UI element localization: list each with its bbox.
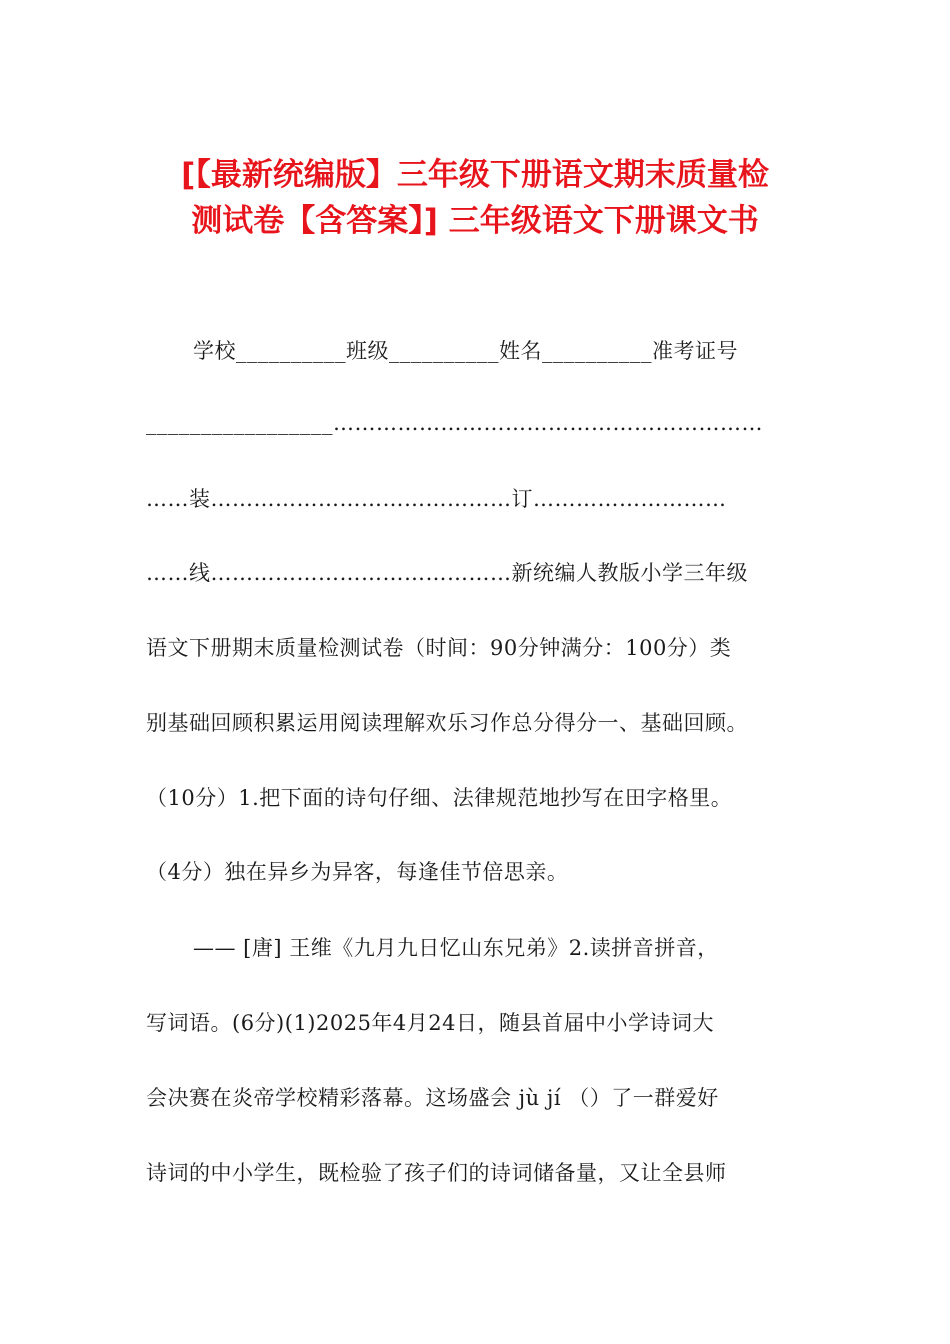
binding-mark-line: ……装……………………………………订……………………… (146, 487, 727, 511)
paragraph-line: 别基础回顾积累运用阅读理解欢乐习作总分得分一、基础回顾。 (146, 711, 748, 735)
paragraph-line: （4分）独在异乡为异客，每逢佳节倍思亲。 (146, 860, 569, 884)
document-title-line-2: 测试卷【含答案】] 三年级语文下册课文书 (191, 203, 759, 239)
paragraph-line: 语文下册期末质量检测试卷（时间：90分钟满分：100分）类 (146, 636, 732, 660)
paragraph-line: 写词语。(6分)(1)2025年4月24日，随县首届中小学诗词大 (146, 1011, 715, 1035)
binding-dotted-line: _________________…………………………………………………… (146, 411, 763, 435)
paragraph-line: —— [唐] 王维《九月九日忆山东兄弟》2.读拼音拼音， (193, 936, 719, 960)
paragraph-line: 诗词的中小学生，既检验了孩子们的诗词储备量，又让全县师 (146, 1161, 727, 1185)
document-title-line-1: [【最新统编版】三年级下册语文期末质量检 (181, 157, 769, 193)
paragraph-line: （10分）1.把下面的诗句仔细、法律规范地抄写在田字格里。 (146, 786, 733, 810)
paragraph-line: 会决赛在炎帝学校精彩落幕。这场盛会 jù jí （）了一群爱好 (146, 1086, 719, 1110)
paragraph-line: ……线……………………………………新统编人教版小学三年级 (146, 561, 748, 585)
form-fields-line: 学校__________班级__________姓名__________准考证号 (193, 339, 738, 363)
